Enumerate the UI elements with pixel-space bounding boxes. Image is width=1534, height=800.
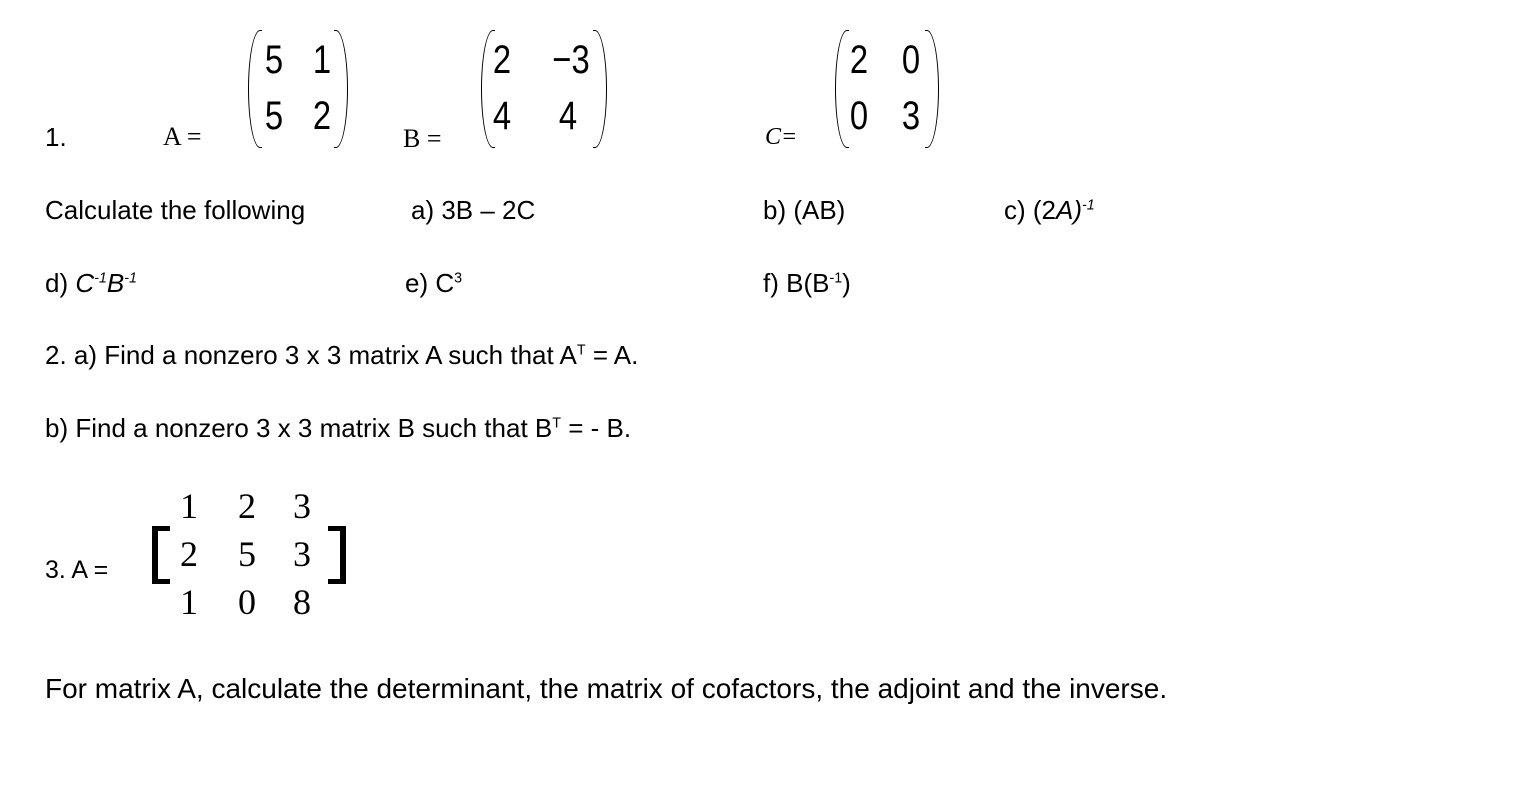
question-3-label: 3. A = <box>45 556 109 584</box>
matrix-c-cell: 2 <box>849 38 869 82</box>
matrix-c-cell: 0 <box>901 38 921 82</box>
matrix-b-cell: 4 <box>558 94 578 138</box>
matrix-c-cell: 0 <box>849 94 869 138</box>
matrix-a-cell: 5 <box>264 94 284 138</box>
matrix-b <box>481 30 607 148</box>
matrix-3-cell: 2 <box>238 486 256 526</box>
question-2b: b) Find a nonzero 3 x 3 matrix B such that $B^T$ = - B. <box>45 413 632 443</box>
matrix-b-cell: −3 <box>552 38 590 82</box>
matrix-3-cell: 3 <box>293 486 311 526</box>
matrix-3 <box>150 484 350 620</box>
part-d: d) $C^{-1}B^{-1}$ <box>45 268 137 298</box>
calculate-prompt: Calculate the following <box>45 195 306 225</box>
question-3-instruction: For matrix A, calculate the determinant, the matrix of cofactors, the adjoint and the inverse. <box>45 673 1168 704</box>
matrix-c <box>835 30 939 148</box>
part-a: a) 3B – 2C <box>411 195 536 225</box>
matrix-a-cell: 2 <box>312 94 332 138</box>
matrix-3-cell: 8 <box>293 582 311 622</box>
matrix-b-cell: 2 <box>492 38 512 82</box>
part-e: e) $C^3$ <box>405 268 463 298</box>
matrix-b-cell: 4 <box>492 94 512 138</box>
matrix-3-cell: 3 <box>293 534 311 574</box>
matrix-c-label: C= <box>765 124 798 150</box>
matrix-a <box>248 30 348 148</box>
matrix-3-cell: 1 <box>180 582 198 622</box>
matrix-c-cell: 3 <box>901 94 921 138</box>
matrix-3-cell: 1 <box>180 486 198 526</box>
matrix-a-cell: 5 <box>264 38 284 82</box>
matrix-b-label: B = <box>403 124 442 153</box>
matrix-3-cell: 5 <box>238 534 256 574</box>
matrix-a-label: A = <box>163 122 202 151</box>
question-1-number: 1. <box>45 122 67 152</box>
part-b: b) (AB) <box>763 195 846 225</box>
part-f: f) $B(B^{-1})$ <box>763 268 851 298</box>
matrix-3-cell: 2 <box>180 534 198 574</box>
matrix-3-cell: 0 <box>238 582 256 622</box>
matrix-a-cell: 1 <box>312 38 332 82</box>
question-2a: 2. a) Find a nonzero 3 x 3 matrix A such that $A^T = A$. <box>45 340 639 370</box>
part-c: c) $(2A)^{-1}$ <box>1004 195 1095 225</box>
